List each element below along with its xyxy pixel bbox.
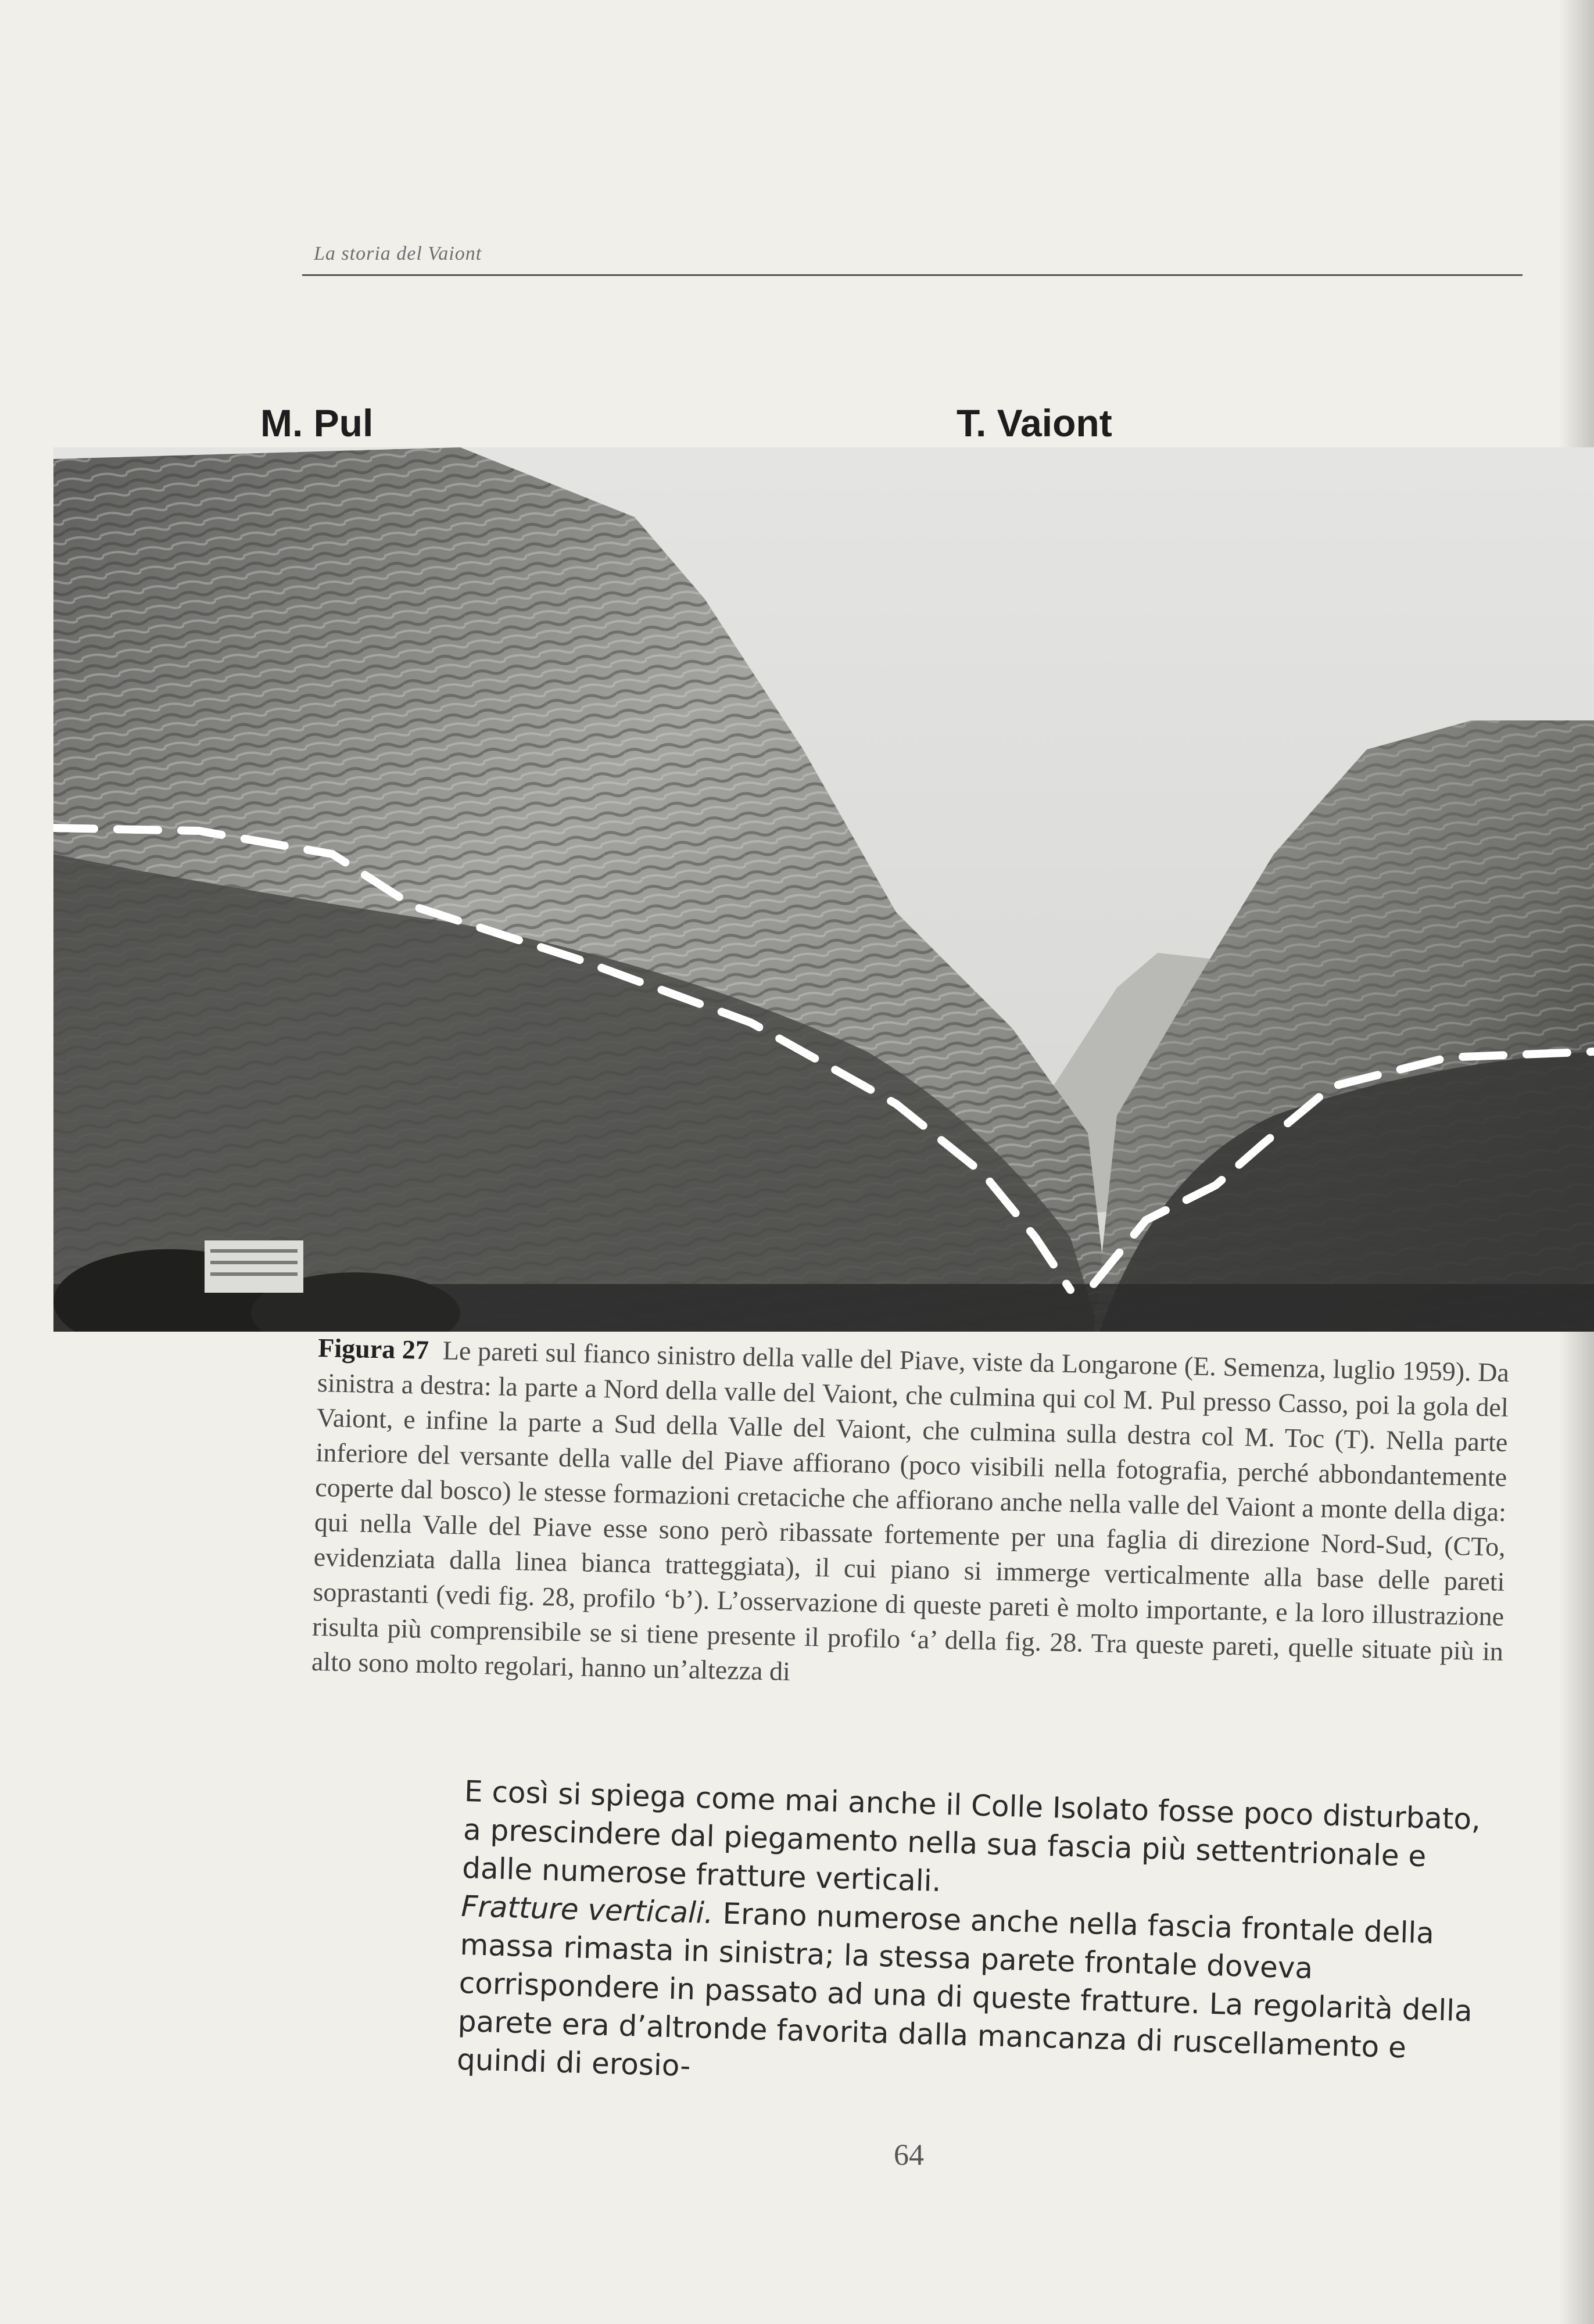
photo-label-m-pul: M. Pul <box>260 401 374 444</box>
body-paragraph-2 <box>456 1887 1502 2108</box>
page-number: 64 <box>894 2139 924 2172</box>
valley-photo-drawing <box>53 447 1594 1332</box>
body-text <box>456 1772 1505 2108</box>
body-paragraph-2-text: Erano numerose anche nella fascia frontale della massa rimasta in sinistra; la stessa parete frontale doveva corrispondere in passato ad una di queste fratture. La regolarità della parete era d’altronde favorita dalla mancanza di ruscellamento e quindi di erosio- <box>456 1896 1473 2083</box>
valley-photo <box>53 447 1594 1332</box>
body-paragraph-1: E così si spiega come mai anche il Colle Isolato fosse poco disturbato, a prescindere dal piegamento nella sua fascia più settentrionale e dalle numerose fratture verticali. <box>461 1774 1481 1898</box>
caption-text: Le pareti sul fianco sinistro della valle del Piave, viste da Longarone (E. Semenza, luglio 1959). Da sinistra a destra: la parte a Nord della valle del Vaiont, che culmina qui col M. Pul presso Casso, poi la gola del Vaiont, e infine la parte a Sud della Valle del Vaiont, che culmina sulla destra col M. Toc (T). Nella parte inferiore del versante della valle del Piave affiorano (poco visibili nella fotografia, perché abbondantemente coperte dal bosco) le stesse formazioni cretaciche che affiorano anche nella valle del Vaiont a monte della diga: qui nella Valle del Piave esse sono però ribassate fortemente per una faglia di direzione Nord-Sud, (CTo, evidenziata dalla linea bianca tratteggiata), il cui piano si immerge verticalmente alla base delle pareti soprastanti (vedi fig. 28, profilo ‘b’). L’osservazione di queste pareti è molto importante, e la loro illustrazione risulta più comprensibile se si tiene presente il profilo ‘a’ della fig. 28. Tra queste pareti, quelle situate più in alto sono molto regolari, hanno un’altezza di <box>311 1335 1510 1687</box>
header-rule <box>302 274 1523 276</box>
run-in-heading: Fratture verticali. <box>460 1889 714 1931</box>
running-header: La storia del Vaiont <box>314 243 482 264</box>
photo-label-t-vaiont: T. Vaiont <box>957 401 1112 444</box>
figure-number: Figura 27 <box>317 1332 429 1365</box>
figure-caption <box>311 1330 1509 1704</box>
